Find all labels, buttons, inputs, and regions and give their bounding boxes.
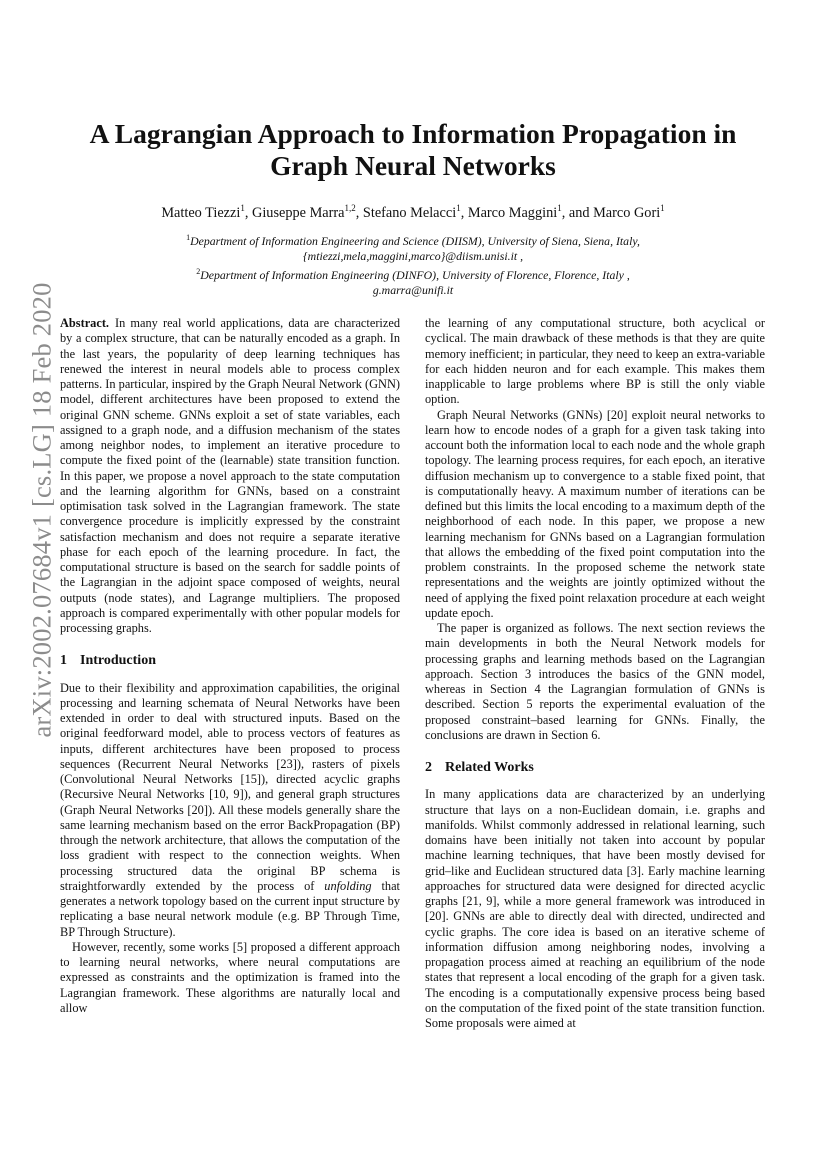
author-name: Marco Maggini	[467, 204, 558, 221]
abstract-text: In many real world applications, data are characterized by a complex structure, that can be naturally encoded as a graph. In the last years, the popularity of deep learning techniques has renewed the interest in neural models able to process complex patterns. In particular, inspired by the Graph Neural Network (GNN) model, different architectures have been proposed to extend the original GNN scheme. GNNs exploit a set of state variables, each assigned to a graph node, and a diffusion mechanism of the states among neighbor nodes, to implement an iterative procedure to compute the fixed point of the (learnable) state transition function. In this paper, we propose a novel approach to the state computation and the learning algorithm for GNNs, based on a constraint optimisation task solved in the Lagrangian framework. The state convergence procedure is implicitly expressed by the constraint satisfaction mechanism and does not require a separate iterative phase for each epoch of the learning procedure. In fact, the computational structure is based on the search for saddle points of the Lagrangian in the adjoint space composed of weights, neural outputs (node states), and Lagrange multipliers. The proposed approach is compared experimentally with other popular models for processing graphs.	[60, 316, 400, 635]
intro-paragraph-1-text-b: that generates a network topology based on the current input structure by replicating a base neural network module (e.g. BP Through Time, BP Through Structure).	[60, 878, 400, 939]
author-name: Giuseppe Marra	[252, 204, 345, 221]
affiliation-2-email: g.marra@unifi.it	[372, 283, 454, 298]
affiliation-1-emails: {mtiezzi,mela,maggini,marco}@diism.unisi.it ,	[302, 249, 524, 264]
related-works-paragraph-1: In many applications data are characterized by an underlying structure that lays on a non-Euclidean domain, i.e. graphs and manifolds. Whilst commonly addressed in relational learning, such domains have been initially not taken into account by popular machine learning techniques, that have been mostly devised for grid–like and Euclidean structured data [3]. Early machine learning approaches for structured data were designed for directed acyclic graphs [21, 9], while a more general framework was introduced in [20]. GNNs are able to directly deal with directed, undirected and cyclic graphs. The core idea is based on an iterative scheme of information diffusion among neighboring nodes, involving a propagation process aimed at reaching an equilibrium of the node states that represent a local encoding of the graph for a given task. The encoding is a computationally expensive process being based on the computation of the fixed point of the state transition function. Some proposals were aimed at	[425, 787, 765, 1030]
affiliation-2	[60, 264, 766, 283]
abstract	[60, 316, 400, 636]
section-number: 1	[60, 653, 67, 669]
author-affiliation-mark: 1,2	[344, 203, 356, 213]
author-separator: , and	[561, 204, 594, 221]
left-column	[60, 316, 400, 1016]
intro-paragraph-3: the learning of any computational structure, both acyclical or cyclical. The main drawback of these methods is that they are quite memory inefficient; in particular, they need to keep an extra-variable for each hidden neuron and for each example. This makes them inapplicable to large problems where BP is still the only viable option.	[425, 316, 765, 407]
affiliation-1-line-1: Department of Information Engineering and Science (DIISM), University of Siena, Siena, Italy,	[190, 233, 640, 248]
affiliation-mark: 2	[196, 267, 201, 277]
author-name: Stefano Melacci	[362, 204, 457, 221]
author-separator: ,	[244, 204, 252, 221]
author-separator: ,	[460, 204, 468, 221]
author-list	[60, 199, 766, 222]
affiliation-2-line-1: Department of Information Engineering (DINFO), University of Florence, Florence, Italy ,	[200, 268, 630, 283]
arxiv-stamp-text: arXiv:2002.07684v1 [cs.LG] 18 Feb 2020	[26, 282, 57, 738]
author-affiliation-mark: 1	[240, 203, 245, 213]
paper-title: A Lagrangian Approach to Information Propagation in Graph Neural Networks	[89, 118, 737, 181]
section-title: Introduction	[80, 653, 156, 669]
affiliation-mark: 1	[186, 233, 191, 242]
intro-paragraph-2: However, recently, some works [5] proposed a different approach to learning neural networks, where neural computations are expressed as constraints and the optimization is framed into the Lagrangian framework. These algorithms are naturally local and allow	[60, 939, 400, 1015]
affiliations	[60, 230, 766, 299]
author-affiliation-mark: 1	[456, 203, 461, 213]
intro-paragraph-5: The paper is organized as follows. The next section reviews the main developments in both the Neural Network models for processing graphs and learning methods based on the Lagrangian approach. Section 3 introduces the basics of the GNN model, whereas in Section 4 the Lagrangian formulation of GNNs is described. Section 5 reports the experimental evaluation of the proposed constraint–based learning for GNNs. Finally, the conclusions are drawn in Section 6.	[425, 621, 765, 742]
section-number: 2	[425, 760, 432, 775]
author-name: Matteo Tiezzi	[161, 204, 241, 221]
intro-paragraph-1	[60, 681, 400, 940]
intro-emphasis-unfolding: unfolding	[324, 878, 372, 893]
abstract-label: Abstract.	[60, 316, 110, 330]
right-column	[425, 316, 765, 1031]
section-heading-introduction	[60, 653, 400, 668]
author-separator: ,	[355, 204, 363, 221]
author-name: Marco Gori	[593, 204, 661, 221]
section-heading-related-works	[425, 760, 765, 775]
intro-paragraph-4: Graph Neural Networks (GNNs) [20] exploit neural networks to learn how to encode nodes of a graph for a given task taking into account both the information local to each node and the whole graph topology. The learning process requires, for each epoch, an iterative diffusion mechanism up to convergence to a stable fixed point, that is computationally heavy. A maximum number of iterations can be defined but this limits the local encoding to a maximum depth of the neighborhood of each node. In this paper, we propose a new learning mechanism for GNNs based on a Lagrangian formulation that allows the embedding of the fixed point computation into the problem constraints. In the proposed scheme the network state representations and the weights are jointly optimized without the need of applying the fixed point relaxation procedure at each weight update epoch.	[425, 407, 765, 620]
section-title: Related Works	[445, 760, 534, 775]
author-affiliation-mark: 1	[660, 203, 665, 213]
affiliation-1	[60, 230, 766, 249]
author-affiliation-mark: 1	[557, 203, 562, 213]
intro-paragraph-1-text-a: Due to their flexibility and approximation capabilities, the original processing and learning schemata of Neural Networks have been extended in order to deal with structured inputs. Based on the original feedforward model, able to process vectors of features as inputs, different architectures have been proposed to process sequences (Recurrent Neural Networks [23]), rasters of pixels (Convolutional Neural Networks [15]), directed acyclic graphs (Recursive Neural Networks [10, 9]), and general graph structures (Graph Neural Networks [20]). All these models generally share the same learning mechanism based on the error BackPropagation (BP) through the network architecture, that allows the computation of the loss gradient with respect to the connection weights. When processing structured data the original BP schema is straightforwardly extended by the process of	[60, 680, 400, 893]
